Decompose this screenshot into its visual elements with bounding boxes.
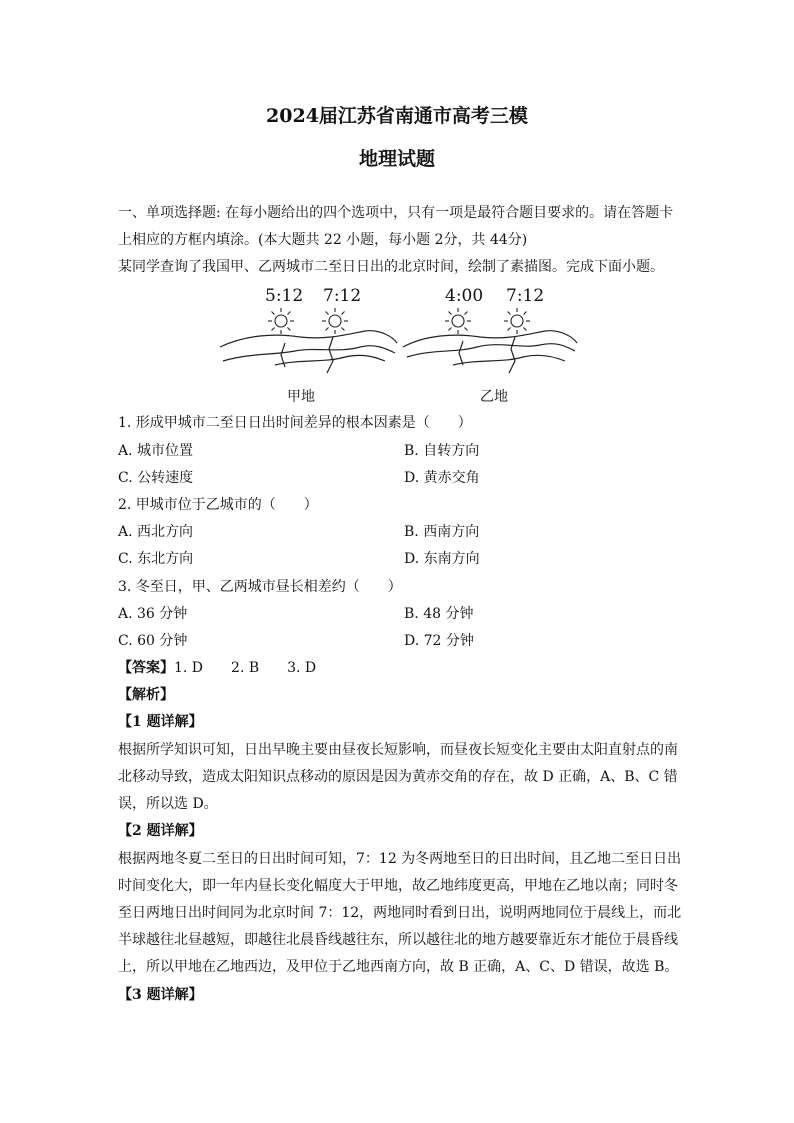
q3-option-d: D. 72 分钟: [404, 633, 474, 649]
figure-caption-jia: 甲地: [287, 389, 315, 405]
q2-option-d: D. 东南方向: [404, 551, 480, 567]
q2-detail-label: 【2 题详解】: [118, 823, 203, 839]
right-time-1: 4:00: [445, 286, 484, 306]
figure-caption-yi: 乙地: [480, 389, 508, 405]
q1-option-c: C. 公转速度: [118, 470, 194, 486]
question-3-stem: 3. 冬至日，甲、乙两城市昼长相差约（ ）: [118, 579, 402, 595]
q2-option-b: B. 西南方向: [404, 524, 480, 540]
answer-line: [118, 658, 678, 678]
q1-detail-line: 根据所学知识可知，日出早晚主要由昼夜长短影响，而昼夜长短变化主要由太阳直射点的南: [118, 742, 678, 758]
left-time-2: 7:12: [323, 286, 362, 306]
left-time-1: 5:12: [265, 286, 304, 306]
sun-icon: [268, 308, 294, 334]
q2-detail-line: 根据两地冬夏二至日的日出时间可知，7：12 为冬两地至日的日出时间，且乙地二至日日出: [118, 851, 682, 867]
q3-option-a: A. 36 分钟: [118, 606, 188, 622]
sunrise-sketch-figure: [215, 283, 585, 408]
q2-detail-line: 至日两地日出时间同为北京时间 7：12，两地同时看到日出，说明两地同位于晨线上，而北: [118, 905, 682, 921]
sun-icon: [445, 308, 471, 334]
q3-option-b: B. 48 分钟: [404, 606, 474, 622]
q2-option-c: C. 东北方向: [118, 551, 194, 567]
sun-icon: [504, 308, 530, 334]
answer-text: 1. D 2. B 3. D: [174, 660, 317, 676]
q2-detail-line: 上，所以甲地在乙地西边，及甲位于乙地西南方向，故 B 正确，A、C、D 错误，故选 B。: [118, 959, 679, 975]
q3-detail-label: 【3 题详解】: [118, 987, 203, 1003]
left-landscape-sketch: [220, 331, 397, 373]
right-landscape-sketch: [403, 331, 577, 373]
q2-option-a: A. 西北方向: [118, 524, 194, 540]
q1-detail-label: 【1 题详解】: [118, 714, 203, 730]
q3-option-c: C. 60 分钟: [118, 633, 188, 649]
sunrise-sketch-svg: [215, 283, 585, 408]
exam-subtitle: 地理试题: [358, 148, 435, 170]
sun-icon: [322, 308, 348, 334]
question-intro: 某同学查询了我国甲、乙两城市二至日日出的北京时间，绘制了素描图。完成下面小题。: [118, 259, 664, 275]
q1-detail-line: 北移动导致，造成太阳知识点移动的原因是因为黄赤交角的存在，故 D 正确，A、B、C 错: [118, 769, 678, 785]
question-1-stem: 1. 形成甲城市二至日日出时间差异的根本因素是（ ）: [118, 415, 472, 431]
right-time-2: 7:12: [506, 286, 545, 306]
q1-option-a: A. 城市位置: [118, 443, 194, 459]
q2-detail-line: 半球越往北昼越短，即越往北晨昏线越往东，所以越往北的地方越要靠近东才能位于晨昏线: [118, 932, 678, 948]
question-2-stem: 2. 甲城市位于乙城市的（ ）: [118, 497, 318, 513]
analysis-label: 【解析】: [118, 687, 174, 703]
section-instruction-line1: 一、单项选择题: 在每小题给出的四个选项中，只有一项是最符合题目要求的。请在答题卡: [118, 205, 674, 221]
q1-detail-line: 误，所以选 D。: [118, 796, 218, 812]
q2-detail-line: 时间变化大，即一年内昼长变化幅度大于甲地，故乙地纬度更高，甲地在乙地以南；同时冬: [118, 878, 678, 894]
answer-label: 【答案】: [118, 660, 174, 676]
section-instruction-line2: 上相应的方框内填涂。(本大题共 22 小题，每小题 2分，共 44分): [118, 232, 528, 248]
exam-title: 2024届江苏省南通市高考三模: [266, 105, 528, 127]
q1-option-d: D. 黄赤交角: [404, 470, 480, 486]
q1-option-b: B. 自转方向: [404, 443, 480, 459]
